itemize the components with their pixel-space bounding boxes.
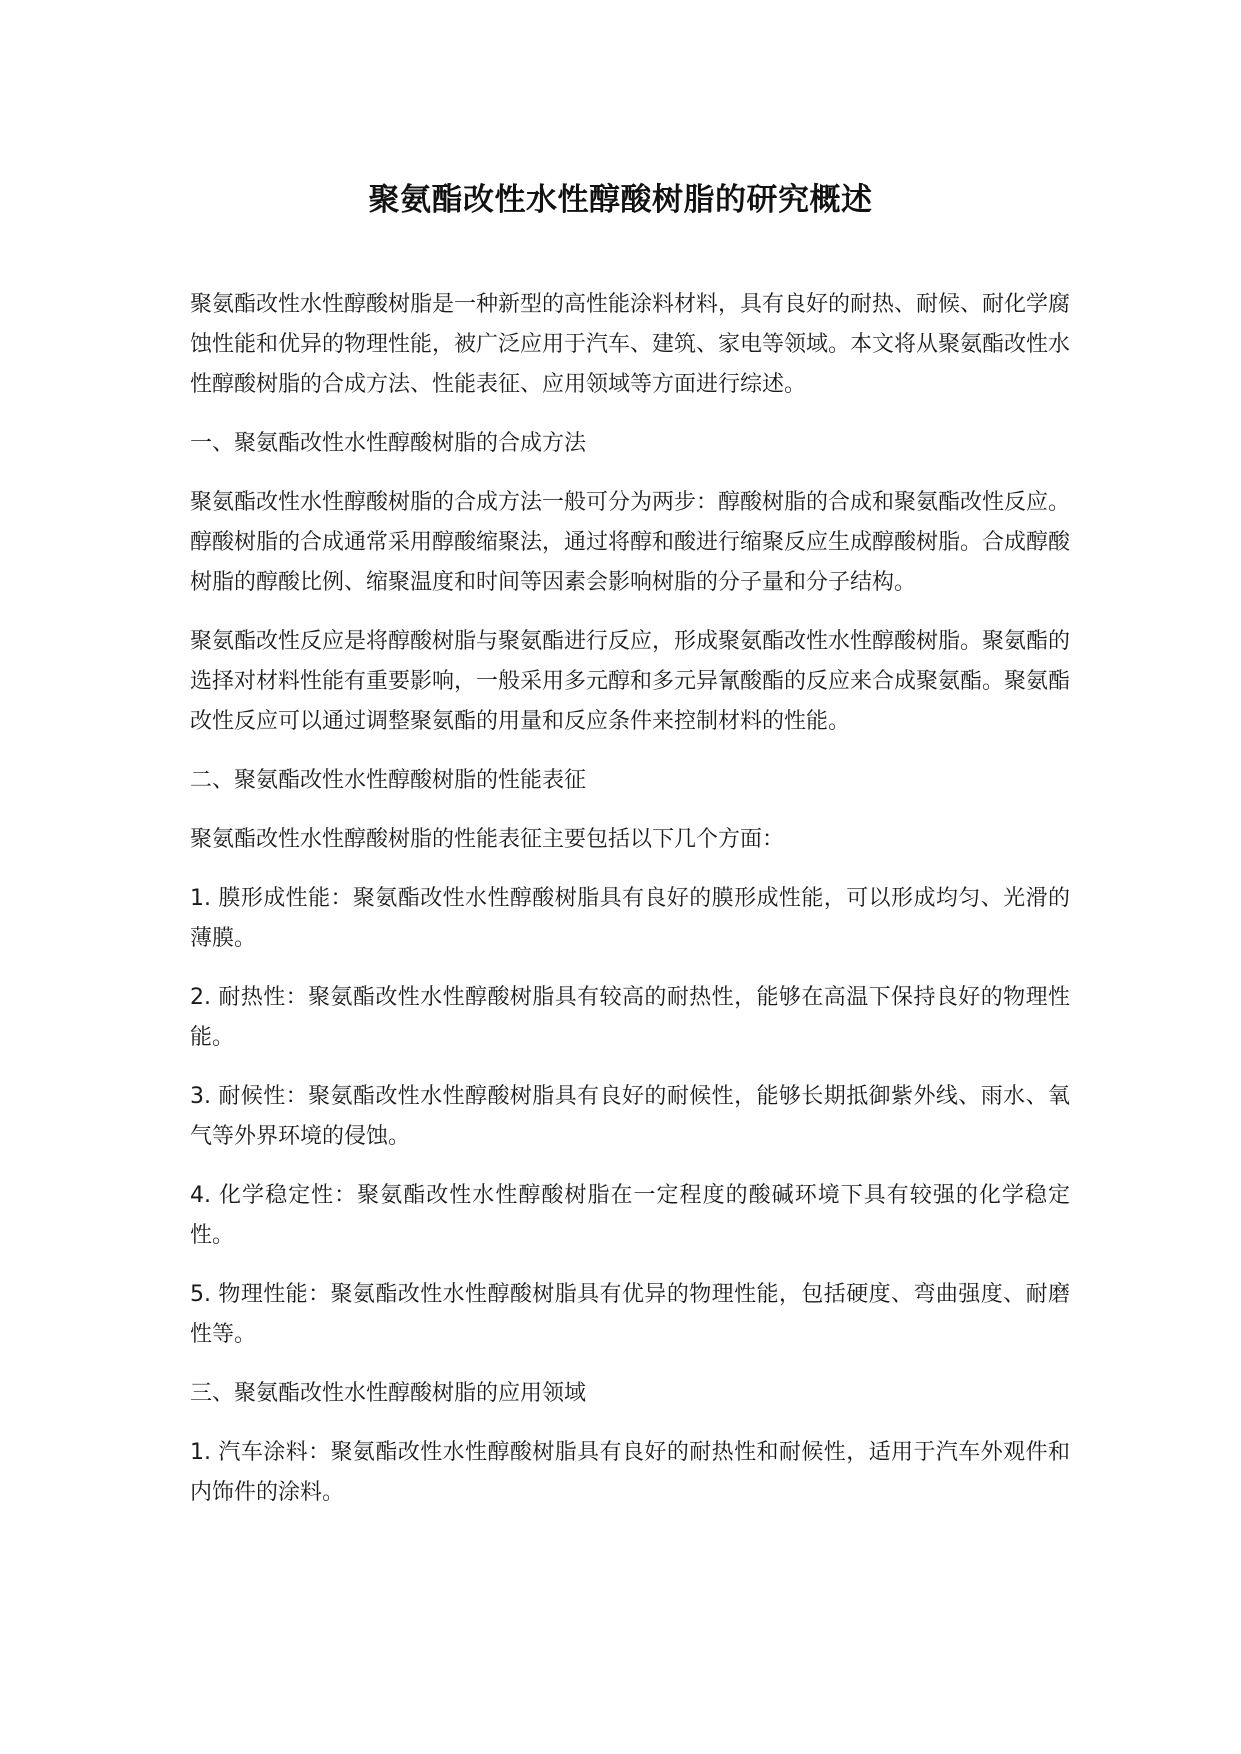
section-heading-performance: 二、聚氨酯改性水性醇酸树脂的性能表征 [190, 768, 587, 793]
intro-paragraph: 聚氨酯改性水性醇酸树脂是一种新型的高性能涂料材料，具有良好的耐热、耐候、耐化学腐蚀性能和优异的物理性能，被广泛应用于汽车、建筑、家电等领域。本文将从聚氨酯改性水性醇酸树脂的合成方法、性能表征、应用领域等方面进行综述。 [190, 292, 1071, 397]
performance-item-5: 5. 物理性能：聚氨酯改性水性醇酸树脂具有优异的物理性能，包括硬度、弯曲强度、耐磨性等。 [190, 1282, 1070, 1347]
document-title: 聚氨酯改性水性醇酸树脂的研究概述 [368, 182, 873, 218]
performance-intro-paragraph: 聚氨酯改性水性醇酸树脂的性能表征主要包括以下几个方面： [190, 827, 785, 852]
performance-item-1: 1. 膜形成性能：聚氨酯改性水性醇酸树脂具有良好的膜形成性能，可以形成均匀、光滑的薄膜。 [190, 886, 1070, 951]
synthesis-paragraph-2: 聚氨酯改性反应是将醇酸树脂与聚氨酯进行反应，形成聚氨酯改性水性醇酸树脂。聚氨酯的选择对材料性能有重要影响，一般采用多元醇和多元异氰酸酯的反应来合成聚氨酯。聚氨酯改性反应可以通过调整聚氨酯的用量和反应条件来控制材料的性能。 [190, 629, 1071, 734]
application-item-1: 1. 汽车涂料：聚氨酯改性水性醇酸树脂具有良好的耐热性和耐候性，适用于汽车外观件和内饰件的涂料。 [190, 1440, 1070, 1505]
section-heading-applications: 三、聚氨酯改性水性醇酸树脂的应用领域 [190, 1381, 587, 1406]
performance-item-4: 4. 化学稳定性：聚氨酯改性水性醇酸树脂在一定程度的酸碱环境下具有较强的化学稳定性。 [190, 1183, 1070, 1248]
section-heading-synthesis: 一、聚氨酯改性水性醇酸树脂的合成方法 [190, 431, 587, 456]
performance-item-2: 2. 耐热性：聚氨酯改性水性醇酸树脂具有较高的耐热性，能够在高温下保持良好的物理性能。 [190, 985, 1070, 1050]
synthesis-paragraph-1: 聚氨酯改性水性醇酸树脂的合成方法一般可分为两步：醇酸树脂的合成和聚氨酯改性反应。醇酸树脂的合成通常采用醇酸缩聚法，通过将醇和酸进行缩聚反应生成醇酸树脂。合成醇酸树脂的醇酸比例、缩聚温度和时间等因素会影响树脂的分子量和分子结构。 [190, 490, 1071, 595]
performance-item-3: 3. 耐候性：聚氨酯改性水性醇酸树脂具有良好的耐候性，能够长期抵御紫外线、雨水、氧气等外界环境的侵蚀。 [190, 1084, 1070, 1149]
document-body [190, 285, 1070, 1532]
